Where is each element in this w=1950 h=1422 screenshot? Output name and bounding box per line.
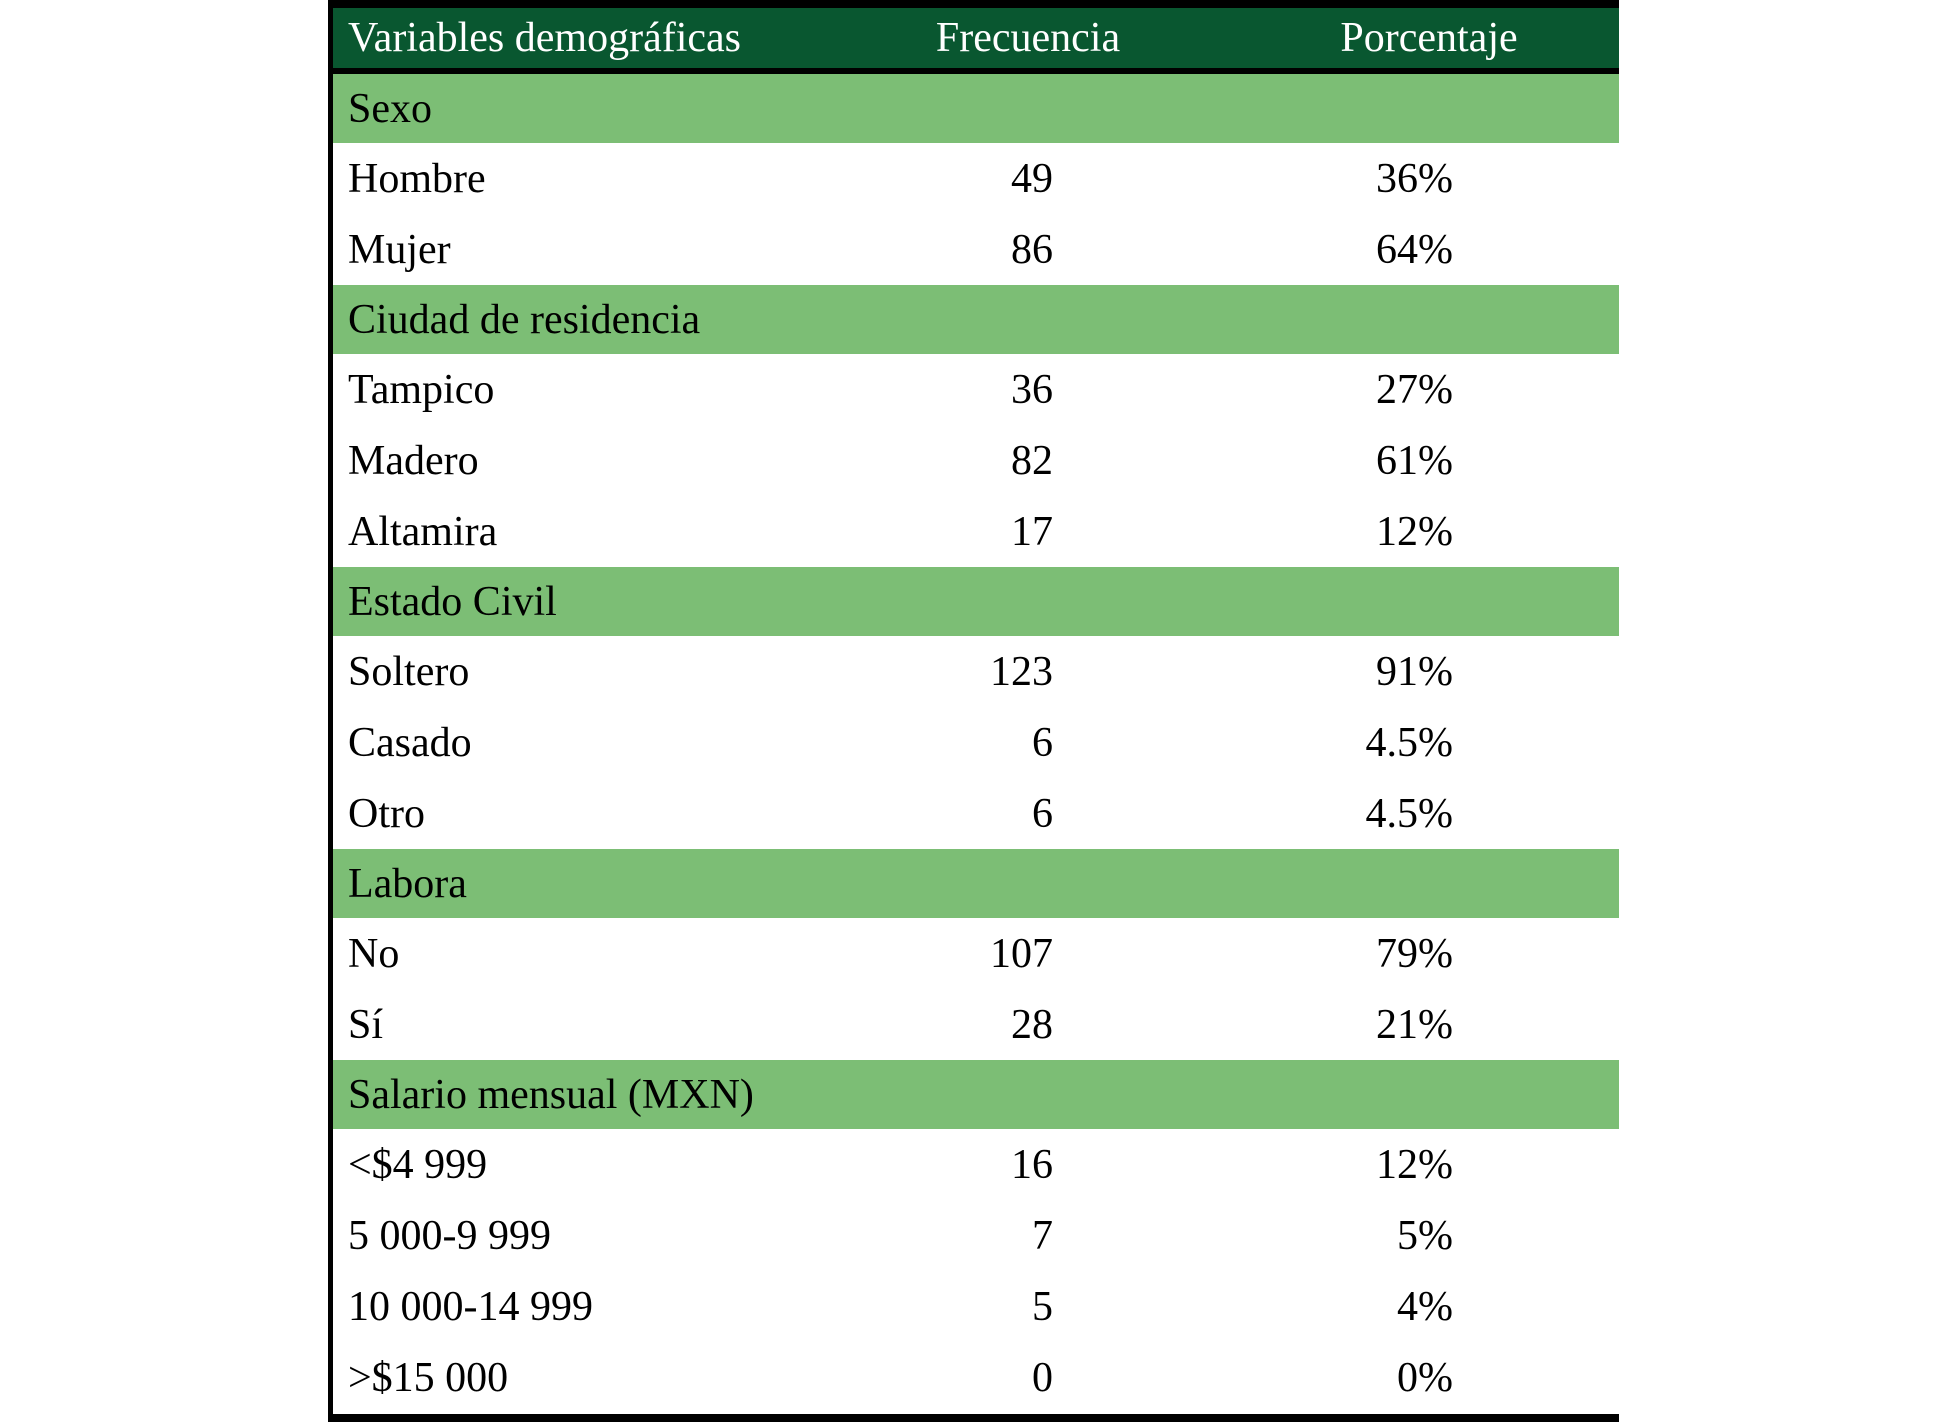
cell-frequency-value: 17 [1011,508,1053,555]
cell-frequency-value: 123 [990,648,1053,695]
cell-percentage-value: 4% [1397,1283,1453,1330]
column-header-variables: Variables demográficas [348,15,741,61]
table-row [333,214,1619,285]
section-title: Estado Civil [348,578,557,625]
table-row [333,918,1619,989]
table-header-row [333,8,1619,74]
cell-percentage-value: 4.5% [1365,790,1453,837]
cell-variable-label: 10 000-14 999 [348,1283,593,1330]
cell-variable-label: <$4 999 [348,1141,488,1188]
cell-frequency-value: 86 [1011,226,1053,273]
table-row [333,989,1619,1060]
cell-percentage-value: 91% [1376,648,1453,695]
table-row [333,1342,1619,1413]
cell-frequency-value: 49 [1011,155,1053,202]
cell-variable-label: Madero [348,437,479,484]
table-row [333,354,1619,425]
table-row [333,425,1619,496]
section-title: Salario mensual (MXN) [348,1071,754,1118]
cell-variable-label: >$15 000 [348,1354,509,1401]
cell-frequency-value: 6 [1032,790,1053,837]
cell-variable-label: Hombre [348,155,486,202]
cell-percentage-value: 79% [1376,930,1453,977]
cell-percentage-value: 12% [1376,508,1453,555]
section-title: Ciudad de residencia [348,296,701,343]
section-header-row [333,285,1619,354]
section-title: Sexo [348,85,432,132]
cell-percentage-value: 61% [1376,437,1453,484]
cell-percentage-value: 5% [1397,1212,1453,1259]
cell-percentage-value: 12% [1376,1141,1453,1188]
cell-variable-label: No [348,930,400,977]
table-row [333,707,1619,778]
cell-variable-label: Tampico [348,366,495,413]
section-header-row [333,1060,1619,1129]
table-row [333,778,1619,849]
column-header-frecuencia: Frecuencia [935,15,1121,61]
section-title: Labora [348,860,467,907]
cell-percentage-value: 64% [1376,226,1453,273]
table-body [333,74,1619,1413]
cell-percentage-value: 4.5% [1365,719,1453,766]
cell-percentage-value: 36% [1376,155,1453,202]
column-header-porcentaje: Porcentaje [1340,15,1518,61]
cell-frequency-value: 36 [1011,366,1053,413]
section-header-row [333,74,1619,143]
section-header-row [333,567,1619,636]
cell-variable-label: Otro [348,790,425,837]
table-row [333,1200,1619,1271]
cell-percentage-value: 0% [1397,1354,1453,1401]
cell-variable-label: Altamira [348,508,498,555]
cell-frequency-value: 28 [1011,1001,1053,1048]
cell-frequency-value: 16 [1011,1141,1053,1188]
table-row [333,1271,1619,1342]
cell-variable-label: 5 000-9 999 [348,1212,551,1259]
table-row [333,1129,1619,1200]
cell-frequency-value: 0 [1032,1354,1053,1401]
section-header-row [333,849,1619,918]
cell-percentage-value: 27% [1376,366,1453,413]
cell-frequency-value: 7 [1032,1212,1053,1259]
cell-variable-label: Mujer [348,226,451,273]
table-row [333,496,1619,567]
cell-variable-label: Casado [348,719,472,766]
cell-frequency-value: 107 [990,930,1053,977]
cell-variable-label: Soltero [348,648,470,695]
cell-percentage-value: 21% [1376,1001,1453,1048]
table-row [333,636,1619,707]
cell-frequency-value: 6 [1032,719,1053,766]
cell-variable-label: Sí [348,1001,384,1048]
cell-frequency-value: 5 [1032,1283,1053,1330]
table-row [333,143,1619,214]
demographics-table [328,0,1619,1422]
cell-frequency-value: 82 [1011,437,1053,484]
